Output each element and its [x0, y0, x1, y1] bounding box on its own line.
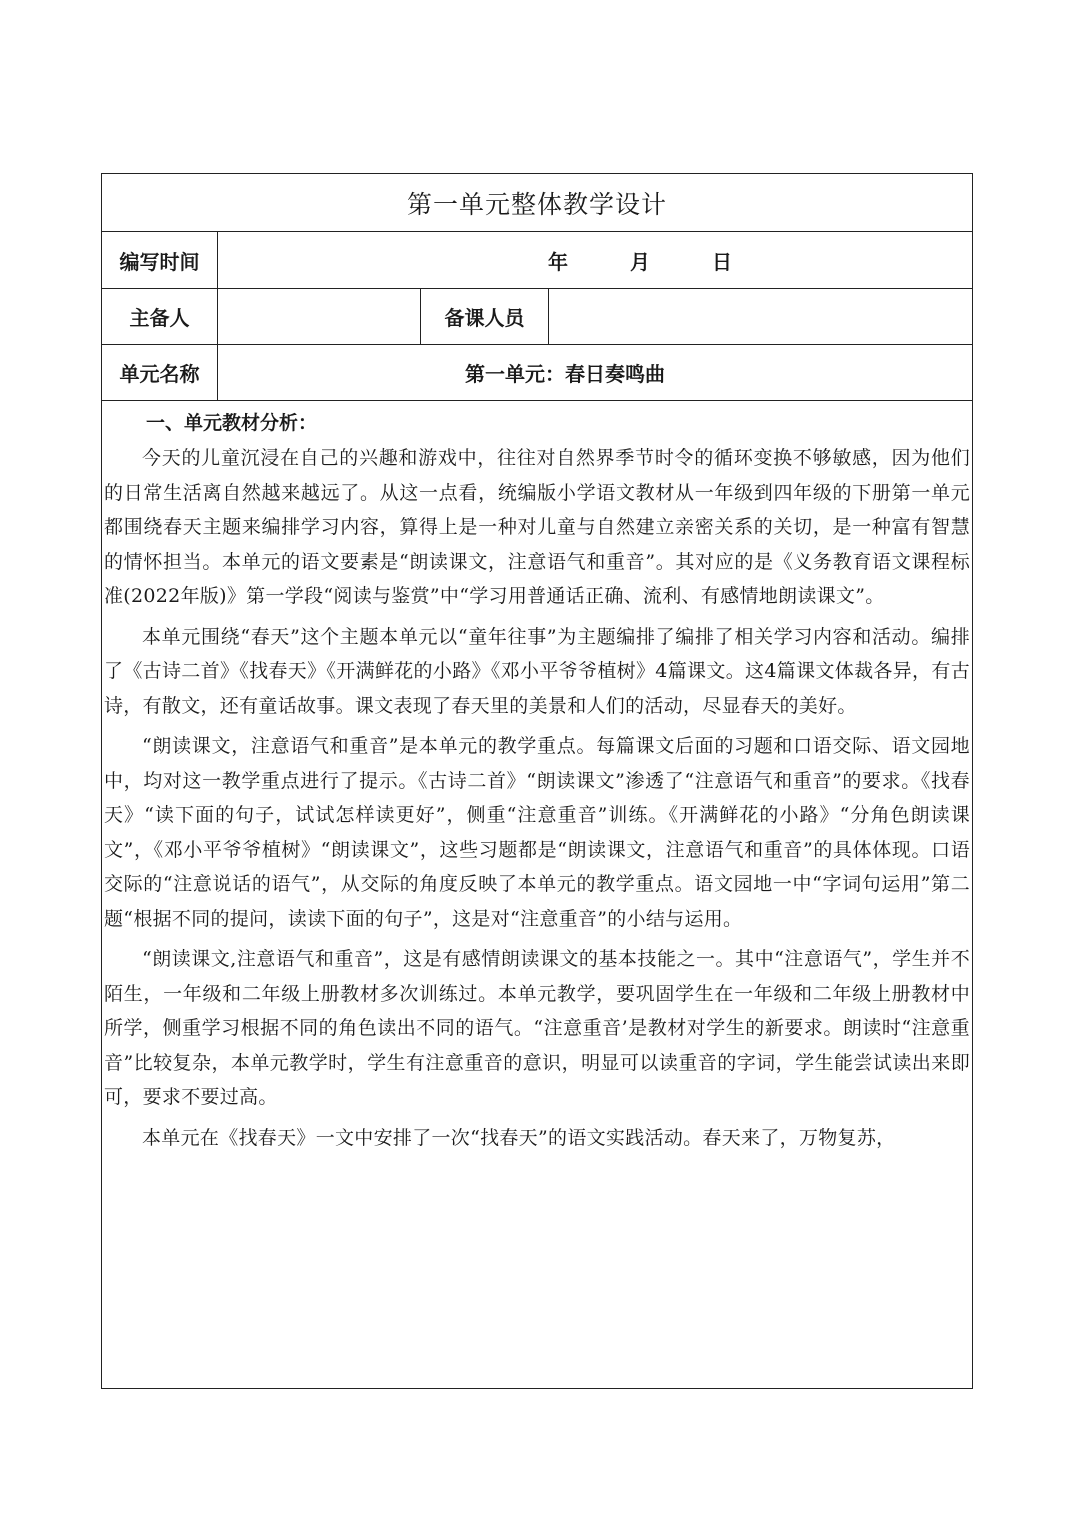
lesson-staff-label: 备课人员 — [420, 289, 548, 344]
paragraph: “朗读课文，注意语气和重音”是本单元的教学重点。每篇课文后面的习题和口语交际、语文园地中，均对这一教学重点进行了提示。《古诗二首》“朗读课文”渗透了“注意语气和重音”的要求。《找春天》“读下面的句子，试试怎样读更好”，侧重“注意重音”训练。《开满鲜花的小路》“分角色朗读课文”，《邓小平爷爷植树》“朗读课文”，这些习题都是“朗读课文，注意语气和重音”的具体体现。口语交际的“注意说话的语气”，从交际的角度反映了本单元的教学重点。语文园地一中“字词句运用”第二题“根据不同的提问，读读下面的句子”，这是对“注意重音”的小结与运用。 — [104, 735, 970, 930]
preparer-row — [102, 289, 972, 345]
lesson-staff-value[interactable] — [548, 289, 972, 344]
main-preparer-value[interactable] — [217, 289, 420, 344]
document-title: 第一单元整体教学设计 — [406, 189, 667, 219]
unit-name-row — [102, 345, 972, 401]
date-year: 年 — [548, 249, 568, 274]
paragraph: “朗读课文,注意语气和重音”，这是有感情朗读课文的基本技能之一。其中“注意语气”，学生并不陌生，一年级和二年级上册教材多次训练过。本单元教学，要巩固学生在一年级和二年级上册教材中所学，侧重学习根据不同的角色读出不同的语气。“注意重音’是教材对学生的新要求。朗读时“注意重音”比较复杂，本单元教学时，学生有注意重音的意识，明显可以读重音的字词，学生能尝试读出来即可，要求不要过高。 — [104, 948, 970, 1108]
main-preparer-label: 主备人 — [129, 306, 190, 330]
write-time-label: 编写时间 — [119, 249, 200, 274]
unit-name-value: 第一单元：春日奏鸣曲 — [217, 345, 972, 400]
date-month: 月 — [630, 249, 650, 274]
write-time-row — [102, 232, 972, 289]
section-heading: 一、单元教材分析： — [146, 412, 318, 434]
paragraph: 今天的儿童沉浸在自己的兴趣和游戏中，往往对自然界季节时令的循环变换不够敏感，因为他们的日常生活离自然越来越远了。从这一点看，统编版小学语文教材从一年级到四年级的下册第一单元都围绕春天主题来编排学习内容，算得上是一种对儿童与自然建立亲密关系的关切，是一种富有智慧的情怀担当。本单元的语文要素是“朗读课文，注意语气和重音”。其对应的是《义务教育语文课程标准(2022年版)》第一学段“阅读与鉴赏”中“学习用普通话正确、流利、有感情地朗读课文”。 — [104, 447, 970, 607]
title-row — [102, 174, 972, 232]
paragraph: 本单元在《找春天》一文中安排了一次“找春天”的语文实践活动。春天来了，万物复苏， — [142, 1126, 896, 1149]
date-day: 日 — [712, 249, 732, 274]
lesson-plan-table — [101, 173, 973, 1389]
unit-name-label: 单元名称 — [119, 362, 200, 386]
date-field — [458, 246, 732, 275]
write-time-value[interactable] — [217, 232, 972, 288]
analysis-section — [102, 400, 972, 1161]
paragraph: 本单元围绕“春天”这个主题本单元以“童年往事”为主题编排了编排了相关学习内容和活动。编排了《古诗二首》《找春天》《开满鲜花的小路》《邓小平爷爷植树》4篇课文。这4篇课文体裁各异，有古诗，有散文，还有童话故事。课文表现了春天里的美景和人们的活动，尽显春天的美好。 — [104, 625, 970, 717]
